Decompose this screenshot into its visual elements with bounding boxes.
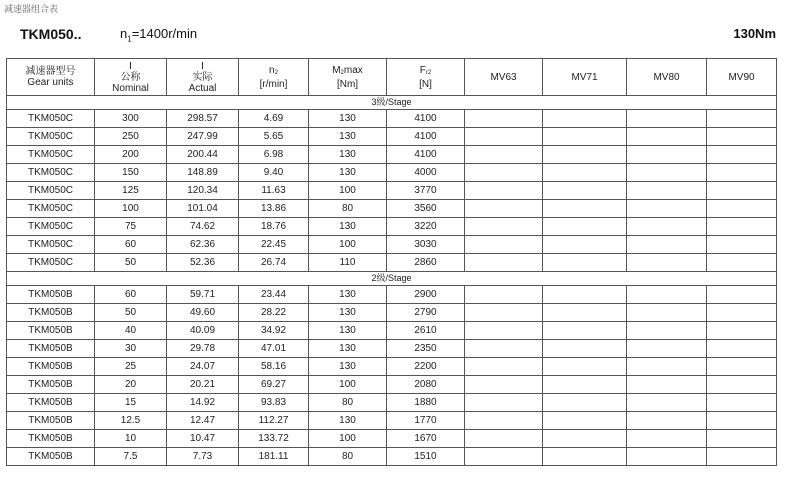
col-actual-ratio: I 实际 Actual <box>167 59 239 96</box>
cell-empty <box>627 340 707 358</box>
cell-empty <box>465 164 543 182</box>
cell-fr2: 3560 <box>387 200 465 218</box>
cell-gear-unit: TKM050C <box>7 146 95 164</box>
table-row <box>7 340 777 358</box>
table-row <box>7 412 777 430</box>
cell-n2: 112.27 <box>239 412 309 430</box>
cell-actual: 148.89 <box>167 164 239 182</box>
cell-m2max: 130 <box>309 340 387 358</box>
cell-m2max: 80 <box>309 448 387 466</box>
col-mv71: MV71 <box>543 59 627 96</box>
cell-fr2: 1670 <box>387 430 465 448</box>
cell-nominal: 40 <box>95 322 167 340</box>
cell-fr2: 2200 <box>387 358 465 376</box>
col-radial-load: Fr2 [N] <box>387 59 465 96</box>
cell-m2max: 130 <box>309 164 387 182</box>
table-row <box>7 286 777 304</box>
cell-fr2: 4100 <box>387 128 465 146</box>
cell-nominal: 60 <box>95 286 167 304</box>
cell-empty <box>707 286 777 304</box>
cell-empty <box>707 200 777 218</box>
cell-gear-unit: TKM050C <box>7 218 95 236</box>
cell-actual: 200.44 <box>167 146 239 164</box>
cell-empty <box>707 448 777 466</box>
cell-gear-unit: TKM050B <box>7 394 95 412</box>
cell-nominal: 300 <box>95 110 167 128</box>
cell-gear-unit: TKM050B <box>7 358 95 376</box>
cell-n2: 69.27 <box>239 376 309 394</box>
cell-empty <box>465 358 543 376</box>
cell-fr2: 1770 <box>387 412 465 430</box>
stage-label: 2级/Stage <box>7 272 777 286</box>
cell-nominal: 50 <box>95 304 167 322</box>
cell-empty <box>627 358 707 376</box>
cell-m2max: 100 <box>309 376 387 394</box>
cell-empty <box>465 412 543 430</box>
cell-n2: 28.22 <box>239 304 309 322</box>
cell-nominal: 50 <box>95 254 167 272</box>
cell-empty <box>707 322 777 340</box>
cell-actual: 298.57 <box>167 110 239 128</box>
cell-m2max: 130 <box>309 128 387 146</box>
cell-empty <box>627 254 707 272</box>
table-row <box>7 430 777 448</box>
table-row <box>7 218 777 236</box>
cell-empty <box>707 340 777 358</box>
cell-empty <box>707 412 777 430</box>
gear-combination-table <box>6 58 777 466</box>
cell-actual: 40.09 <box>167 322 239 340</box>
cell-actual: 120.34 <box>167 182 239 200</box>
page-caption: 减速器组合表 <box>4 4 59 14</box>
cell-nominal: 100 <box>95 200 167 218</box>
cell-empty <box>465 254 543 272</box>
cell-empty <box>543 182 627 200</box>
table-row <box>7 376 777 394</box>
cell-empty <box>627 376 707 394</box>
cell-fr2: 2350 <box>387 340 465 358</box>
cell-m2max: 130 <box>309 286 387 304</box>
cell-empty <box>465 110 543 128</box>
cell-nominal: 12.5 <box>95 412 167 430</box>
cell-empty <box>627 286 707 304</box>
cell-empty <box>707 394 777 412</box>
cell-empty <box>707 182 777 200</box>
cell-empty <box>543 394 627 412</box>
cell-empty <box>543 200 627 218</box>
cell-m2max: 130 <box>309 322 387 340</box>
cell-empty <box>707 236 777 254</box>
cell-fr2: 2900 <box>387 286 465 304</box>
cell-m2max: 130 <box>309 304 387 322</box>
cell-actual: 20.21 <box>167 376 239 394</box>
cell-nominal: 15 <box>95 394 167 412</box>
cell-empty <box>627 394 707 412</box>
table-row <box>7 182 777 200</box>
cell-n2: 18.76 <box>239 218 309 236</box>
cell-m2max: 130 <box>309 110 387 128</box>
cell-empty <box>465 430 543 448</box>
cell-empty <box>707 164 777 182</box>
cell-n2: 26.74 <box>239 254 309 272</box>
cell-empty <box>627 110 707 128</box>
table-row <box>7 110 777 128</box>
cell-actual: 74.62 <box>167 218 239 236</box>
cell-gear-unit: TKM050C <box>7 182 95 200</box>
model-header <box>20 26 776 44</box>
cell-nominal: 10 <box>95 430 167 448</box>
col-mv80: MV80 <box>627 59 707 96</box>
cell-n2: 93.83 <box>239 394 309 412</box>
rated-torque: 130Nm <box>733 26 776 41</box>
cell-empty <box>465 146 543 164</box>
cell-empty <box>543 358 627 376</box>
cell-empty <box>543 340 627 358</box>
col-gear-units: 减速器型号 Gear units <box>7 59 95 96</box>
cell-n2: 4.69 <box>239 110 309 128</box>
cell-fr2: 4100 <box>387 146 465 164</box>
cell-empty <box>707 304 777 322</box>
table-row <box>7 322 777 340</box>
cell-empty <box>465 236 543 254</box>
cell-empty <box>543 146 627 164</box>
cell-n2: 181.11 <box>239 448 309 466</box>
cell-empty <box>707 254 777 272</box>
cell-empty <box>627 182 707 200</box>
cell-n2: 11.63 <box>239 182 309 200</box>
cell-empty <box>627 430 707 448</box>
cell-fr2: 1880 <box>387 394 465 412</box>
cell-empty <box>627 304 707 322</box>
cell-empty <box>627 448 707 466</box>
cell-empty <box>543 110 627 128</box>
col-mv63: MV63 <box>465 59 543 96</box>
cell-empty <box>543 304 627 322</box>
cell-m2max: 130 <box>309 146 387 164</box>
cell-empty <box>627 236 707 254</box>
cell-n2: 5.65 <box>239 128 309 146</box>
table-row <box>7 146 777 164</box>
cell-n2: 9.40 <box>239 164 309 182</box>
cell-empty <box>543 286 627 304</box>
table-row <box>7 304 777 322</box>
cell-n2: 22.45 <box>239 236 309 254</box>
cell-gear-unit: TKM050B <box>7 448 95 466</box>
cell-nominal: 75 <box>95 218 167 236</box>
cell-gear-unit: TKM050C <box>7 110 95 128</box>
cell-n2: 58.16 <box>239 358 309 376</box>
cell-gear-unit: TKM050C <box>7 254 95 272</box>
cell-empty <box>543 164 627 182</box>
cell-empty <box>543 236 627 254</box>
cell-actual: 10.47 <box>167 430 239 448</box>
cell-empty <box>543 430 627 448</box>
cell-gear-unit: TKM050B <box>7 322 95 340</box>
cell-empty <box>627 322 707 340</box>
table-row <box>7 128 777 146</box>
col-mv90: MV90 <box>707 59 777 96</box>
cell-actual: 7.73 <box>167 448 239 466</box>
cell-empty <box>707 128 777 146</box>
cell-empty <box>465 218 543 236</box>
cell-m2max: 80 <box>309 394 387 412</box>
cell-gear-unit: TKM050B <box>7 304 95 322</box>
table-body <box>7 96 777 466</box>
cell-empty <box>707 110 777 128</box>
cell-nominal: 150 <box>95 164 167 182</box>
cell-n2: 6.98 <box>239 146 309 164</box>
cell-gear-unit: TKM050C <box>7 200 95 218</box>
cell-gear-unit: TKM050B <box>7 430 95 448</box>
cell-empty <box>543 218 627 236</box>
cell-m2max: 130 <box>309 218 387 236</box>
table-row <box>7 394 777 412</box>
cell-n2: 13.86 <box>239 200 309 218</box>
cell-gear-unit: TKM050C <box>7 164 95 182</box>
cell-fr2: 4100 <box>387 110 465 128</box>
col-max-torque: M2max [Nm] <box>309 59 387 96</box>
cell-empty <box>543 322 627 340</box>
cell-gear-unit: TKM050B <box>7 340 95 358</box>
cell-actual: 59.71 <box>167 286 239 304</box>
cell-empty <box>465 376 543 394</box>
cell-nominal: 125 <box>95 182 167 200</box>
cell-actual: 62.36 <box>167 236 239 254</box>
cell-gear-unit: TKM050C <box>7 128 95 146</box>
cell-empty <box>543 376 627 394</box>
cell-m2max: 100 <box>309 236 387 254</box>
cell-empty <box>543 448 627 466</box>
cell-nominal: 60 <box>95 236 167 254</box>
cell-empty <box>627 412 707 430</box>
model-name: TKM050.. <box>20 26 82 42</box>
cell-empty <box>543 412 627 430</box>
input-speed: $n_1=1400r/\min$ <box>120 26 198 44</box>
col-nominal-ratio: I 公称 Nominal <box>95 59 167 96</box>
cell-empty <box>465 304 543 322</box>
cell-empty <box>465 394 543 412</box>
table-row <box>7 200 777 218</box>
cell-empty <box>707 218 777 236</box>
cell-m2max: 130 <box>309 412 387 430</box>
cell-empty <box>627 218 707 236</box>
cell-fr2: 2610 <box>387 322 465 340</box>
cell-empty <box>707 430 777 448</box>
table-row <box>7 358 777 376</box>
cell-gear-unit: TKM050B <box>7 376 95 394</box>
cell-actual: 12.47 <box>167 412 239 430</box>
table-row <box>7 236 777 254</box>
cell-empty <box>707 146 777 164</box>
cell-actual: 29.78 <box>167 340 239 358</box>
cell-empty <box>627 200 707 218</box>
cell-m2max: 100 <box>309 430 387 448</box>
cell-nominal: 25 <box>95 358 167 376</box>
cell-fr2: 2080 <box>387 376 465 394</box>
table-row <box>7 254 777 272</box>
cell-n2: 23.44 <box>239 286 309 304</box>
cell-gear-unit: TKM050C <box>7 236 95 254</box>
cell-empty <box>465 322 543 340</box>
table-header-row <box>7 59 777 96</box>
cell-empty <box>465 182 543 200</box>
cell-empty <box>543 254 627 272</box>
cell-m2max: 80 <box>309 200 387 218</box>
cell-n2: 34.92 <box>239 322 309 340</box>
cell-nominal: 200 <box>95 146 167 164</box>
cell-empty <box>707 358 777 376</box>
cell-fr2: 3030 <box>387 236 465 254</box>
cell-fr2: 2790 <box>387 304 465 322</box>
cell-nominal: 250 <box>95 128 167 146</box>
table-row <box>7 164 777 182</box>
cell-empty <box>465 128 543 146</box>
cell-empty <box>465 286 543 304</box>
cell-m2max: 100 <box>309 182 387 200</box>
cell-actual: 24.07 <box>167 358 239 376</box>
stage-row <box>7 272 777 286</box>
col-output-speed: n2 [r/min] <box>239 59 309 96</box>
cell-empty <box>627 128 707 146</box>
cell-actual: 49.60 <box>167 304 239 322</box>
cell-actual: 52.36 <box>167 254 239 272</box>
cell-gear-unit: TKM050B <box>7 412 95 430</box>
cell-nominal: 7.5 <box>95 448 167 466</box>
cell-n2: 47.01 <box>239 340 309 358</box>
cell-actual: 101.04 <box>167 200 239 218</box>
cell-empty <box>707 376 777 394</box>
cell-fr2: 1510 <box>387 448 465 466</box>
cell-actual: 14.92 <box>167 394 239 412</box>
stage-label: 3级/Stage <box>7 96 777 110</box>
stage-row <box>7 96 777 110</box>
cell-nominal: 20 <box>95 376 167 394</box>
cell-fr2: 3770 <box>387 182 465 200</box>
cell-empty <box>465 340 543 358</box>
cell-empty <box>543 128 627 146</box>
table-row <box>7 448 777 466</box>
cell-fr2: 4000 <box>387 164 465 182</box>
cell-n2: 133.72 <box>239 430 309 448</box>
cell-empty <box>627 146 707 164</box>
cell-nominal: 30 <box>95 340 167 358</box>
cell-fr2: 2860 <box>387 254 465 272</box>
cell-actual: 247.99 <box>167 128 239 146</box>
cell-empty <box>465 200 543 218</box>
cell-gear-unit: TKM050B <box>7 286 95 304</box>
cell-empty <box>465 448 543 466</box>
cell-m2max: 130 <box>309 358 387 376</box>
cell-fr2: 3220 <box>387 218 465 236</box>
cell-empty <box>627 164 707 182</box>
cell-m2max: 110 <box>309 254 387 272</box>
